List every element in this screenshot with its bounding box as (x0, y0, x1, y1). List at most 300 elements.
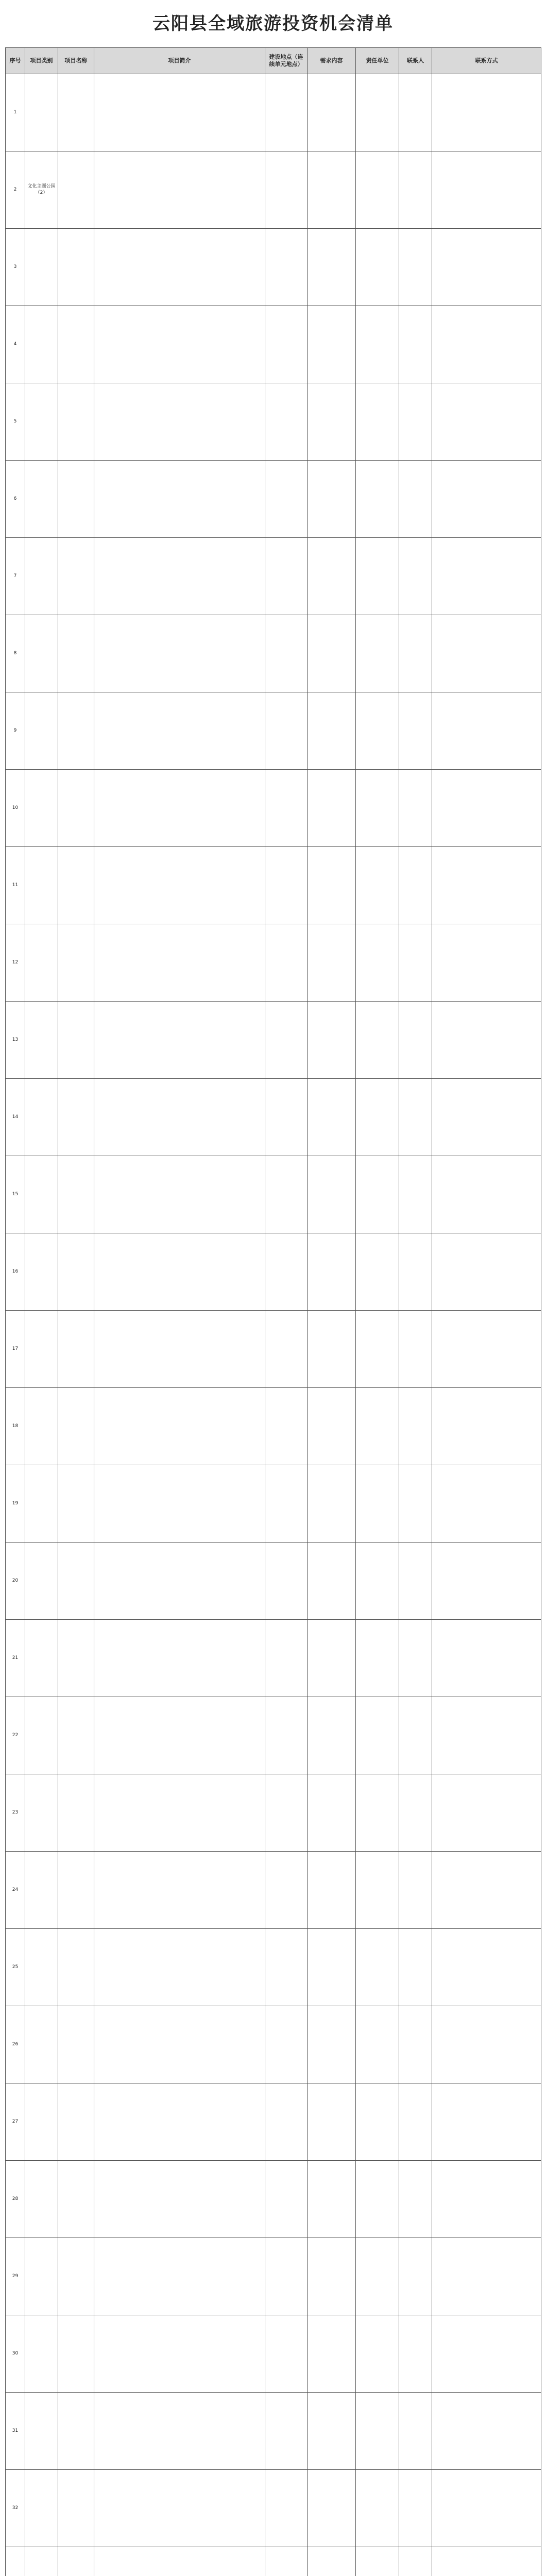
cell-contact (399, 1388, 432, 1465)
cell-location (265, 1620, 308, 1697)
cell-requirement (308, 2547, 356, 2576)
cell-name (58, 770, 94, 847)
cell-location (265, 2083, 308, 2161)
cell-unit (356, 2161, 399, 2238)
cell-contact (399, 2083, 432, 2161)
cell-category (25, 1543, 58, 1620)
header-no: 序号 (6, 48, 25, 74)
cell-category (25, 2006, 58, 2083)
cell-name (58, 1002, 94, 1079)
cell-phone (432, 2083, 541, 2161)
cell-intro (94, 229, 265, 306)
cell-contact (399, 2238, 432, 2315)
cell-no: 23 (6, 1774, 25, 1852)
cell-category (25, 2393, 58, 2470)
cell-category (25, 1929, 58, 2006)
cell-location (265, 1929, 308, 2006)
page-title: 云阳县全域旅游投资机会清单 (152, 13, 394, 34)
cell-name (58, 1697, 94, 1774)
table-row (6, 2547, 541, 2576)
table-row (6, 306, 541, 383)
cell-name (58, 1543, 94, 1620)
table-row (6, 538, 541, 615)
cell-requirement (308, 924, 356, 1002)
cell-intro (94, 1929, 265, 2006)
cell-unit (356, 461, 399, 538)
cell-no: 29 (6, 2238, 25, 2315)
cell-location (265, 306, 308, 383)
table-row (6, 383, 541, 461)
cell-phone (432, 770, 541, 847)
cell-category (25, 1620, 58, 1697)
cell-name (58, 229, 94, 306)
cell-requirement (308, 770, 356, 847)
cell-no: 12 (6, 924, 25, 1002)
cell-unit (356, 1697, 399, 1774)
cell-no: 2 (6, 151, 25, 229)
investment-table (5, 47, 541, 2576)
cell-no: 31 (6, 2393, 25, 2470)
cell-category (25, 538, 58, 615)
cell-name (58, 2315, 94, 2393)
table-row (6, 1079, 541, 1156)
cell-contact (399, 1852, 432, 1929)
table-body (6, 74, 541, 2576)
cell-no: 20 (6, 1543, 25, 1620)
cell-phone (432, 1002, 541, 1079)
cell-requirement (308, 2238, 356, 2315)
table-row (6, 770, 541, 847)
table-row (6, 2161, 541, 2238)
cell-phone (432, 2393, 541, 2470)
cell-location (265, 847, 308, 924)
table-header (6, 48, 541, 74)
cell-unit (356, 1156, 399, 1233)
cell-intro (94, 1233, 265, 1311)
cell-requirement (308, 1002, 356, 1079)
cell-location (265, 1311, 308, 1388)
cell-phone (432, 1156, 541, 1233)
cell-requirement (308, 1697, 356, 1774)
cell-no: 4 (6, 306, 25, 383)
cell-requirement (308, 229, 356, 306)
header-contact: 联系人 (399, 48, 432, 74)
cell-no: 30 (6, 2315, 25, 2393)
cell-intro (94, 1543, 265, 1620)
cell-intro (94, 2238, 265, 2315)
cell-category (25, 2470, 58, 2547)
cell-name (58, 1620, 94, 1697)
cell-category (25, 1852, 58, 1929)
cell-requirement (308, 461, 356, 538)
cell-category (25, 1388, 58, 1465)
cell-name (58, 2238, 94, 2315)
cell-no: 16 (6, 1233, 25, 1311)
cell-location (265, 1774, 308, 1852)
cell-contact (399, 306, 432, 383)
cell-location (265, 2315, 308, 2393)
cell-intro (94, 847, 265, 924)
cell-no: 14 (6, 1079, 25, 1156)
cell-unit (356, 538, 399, 615)
cell-category: 文化主题公园（2） (25, 151, 58, 229)
cell-location (265, 770, 308, 847)
table-row (6, 1852, 541, 1929)
cell-no: 25 (6, 1929, 25, 2006)
cell-name (58, 692, 94, 770)
cell-category (25, 1079, 58, 1156)
cell-location (265, 1156, 308, 1233)
cell-name (58, 151, 94, 229)
cell-contact (399, 615, 432, 692)
cell-no: 32 (6, 2470, 25, 2547)
cell-category (25, 383, 58, 461)
cell-phone (432, 306, 541, 383)
cell-intro (94, 1697, 265, 1774)
cell-requirement (308, 306, 356, 383)
table-row (6, 1620, 541, 1697)
cell-category (25, 229, 58, 306)
cell-no: 18 (6, 1388, 25, 1465)
cell-unit (356, 1620, 399, 1697)
table-row (6, 1465, 541, 1543)
cell-no: 21 (6, 1620, 25, 1697)
cell-category (25, 461, 58, 538)
cell-requirement (308, 1620, 356, 1697)
cell-location (265, 1697, 308, 1774)
cell-intro (94, 924, 265, 1002)
cell-unit (356, 924, 399, 1002)
cell-location (265, 1388, 308, 1465)
cell-no: 13 (6, 1002, 25, 1079)
cell-intro (94, 1620, 265, 1697)
cell-no: 22 (6, 1697, 25, 1774)
cell-unit (356, 1929, 399, 2006)
cell-phone (432, 2238, 541, 2315)
cell-requirement (308, 615, 356, 692)
cell-requirement (308, 538, 356, 615)
table-row (6, 692, 541, 770)
cell-category (25, 2315, 58, 2393)
cell-phone (432, 74, 541, 151)
cell-unit (356, 1465, 399, 1543)
cell-no (6, 2547, 25, 2576)
cell-unit (356, 1543, 399, 1620)
cell-name (58, 461, 94, 538)
cell-contact (399, 1311, 432, 1388)
cell-intro (94, 461, 265, 538)
cell-no: 5 (6, 383, 25, 461)
table-row (6, 74, 541, 151)
cell-location (265, 615, 308, 692)
cell-name (58, 538, 94, 615)
cell-location (265, 1543, 308, 1620)
cell-location (265, 383, 308, 461)
cell-location (265, 538, 308, 615)
cell-intro (94, 1774, 265, 1852)
cell-phone (432, 1620, 541, 1697)
cell-requirement (308, 1543, 356, 1620)
cell-unit (356, 2083, 399, 2161)
cell-requirement (308, 1156, 356, 1233)
cell-phone (432, 2315, 541, 2393)
table-row (6, 924, 541, 1002)
table-row (6, 229, 541, 306)
cell-contact (399, 1543, 432, 1620)
cell-phone (432, 229, 541, 306)
cell-name (58, 1929, 94, 2006)
cell-contact (399, 1002, 432, 1079)
cell-location (265, 2161, 308, 2238)
cell-category (25, 770, 58, 847)
cell-location (265, 1465, 308, 1543)
cell-name (58, 1465, 94, 1543)
cell-category (25, 1156, 58, 1233)
table-row (6, 2470, 541, 2547)
cell-unit (356, 1388, 399, 1465)
cell-contact (399, 770, 432, 847)
cell-location (265, 2006, 308, 2083)
cell-requirement (308, 2006, 356, 2083)
cell-unit (356, 1311, 399, 1388)
cell-unit (356, 2315, 399, 2393)
cell-contact (399, 538, 432, 615)
cell-no: 17 (6, 1311, 25, 1388)
cell-intro (94, 1852, 265, 1929)
cell-location (265, 1079, 308, 1156)
cell-no: 15 (6, 1156, 25, 1233)
cell-requirement (308, 1929, 356, 2006)
cell-unit (356, 1774, 399, 1852)
table-row (6, 1774, 541, 1852)
table-row (6, 1233, 541, 1311)
cell-intro (94, 538, 265, 615)
cell-unit (356, 1852, 399, 1929)
cell-phone (432, 2161, 541, 2238)
cell-requirement (308, 1774, 356, 1852)
table-row (6, 2006, 541, 2083)
cell-contact (399, 1233, 432, 1311)
cell-phone (432, 1233, 541, 1311)
table-row (6, 847, 541, 924)
table-row (6, 2315, 541, 2393)
cell-contact (399, 461, 432, 538)
cell-requirement (308, 1465, 356, 1543)
table-row (6, 1311, 541, 1388)
cell-contact (399, 692, 432, 770)
cell-no: 10 (6, 770, 25, 847)
cell-unit (356, 2393, 399, 2470)
cell-name (58, 2470, 94, 2547)
cell-contact (399, 2547, 432, 2576)
header-intro: 项目简介 (94, 48, 265, 74)
cell-unit (356, 615, 399, 692)
cell-phone (432, 1388, 541, 1465)
cell-phone (432, 1697, 541, 1774)
cell-unit (356, 2006, 399, 2083)
cell-contact (399, 229, 432, 306)
cell-phone (432, 615, 541, 692)
cell-phone (432, 1543, 541, 1620)
cell-location (265, 229, 308, 306)
cell-requirement (308, 2315, 356, 2393)
cell-location (265, 692, 308, 770)
cell-location (265, 2547, 308, 2576)
cell-contact (399, 2161, 432, 2238)
table-row (6, 1543, 541, 1620)
cell-category (25, 2547, 58, 2576)
cell-no: 11 (6, 847, 25, 924)
table-row (6, 461, 541, 538)
cell-contact (399, 847, 432, 924)
cell-name (58, 1852, 94, 1929)
cell-name (58, 74, 94, 151)
cell-name (58, 924, 94, 1002)
cell-no: 24 (6, 1852, 25, 1929)
cell-requirement (308, 383, 356, 461)
cell-no: 9 (6, 692, 25, 770)
table-row (6, 2393, 541, 2470)
cell-requirement (308, 1233, 356, 1311)
cell-unit (356, 2470, 399, 2547)
cell-unit (356, 383, 399, 461)
cell-intro (94, 2161, 265, 2238)
cell-requirement (308, 74, 356, 151)
cell-name (58, 1156, 94, 1233)
cell-contact (399, 1929, 432, 2006)
cell-name (58, 1388, 94, 1465)
cell-no: 1 (6, 74, 25, 151)
cell-contact (399, 1079, 432, 1156)
cell-intro (94, 770, 265, 847)
cell-category (25, 2083, 58, 2161)
cell-contact (399, 383, 432, 461)
cell-location (265, 2393, 308, 2470)
cell-contact (399, 2006, 432, 2083)
cell-name (58, 1079, 94, 1156)
cell-category (25, 306, 58, 383)
cell-phone (432, 383, 541, 461)
cell-name (58, 2547, 94, 2576)
table-row (6, 1929, 541, 2006)
table-row (6, 1697, 541, 1774)
cell-requirement (308, 2161, 356, 2238)
cell-phone (432, 1465, 541, 1543)
cell-unit (356, 1233, 399, 1311)
table-row (6, 2238, 541, 2315)
cell-category (25, 74, 58, 151)
cell-phone (432, 2547, 541, 2576)
cell-intro (94, 2547, 265, 2576)
cell-requirement (308, 1079, 356, 1156)
table-row (6, 615, 541, 692)
cell-requirement (308, 1852, 356, 1929)
cell-intro (94, 2315, 265, 2393)
cell-unit (356, 1079, 399, 1156)
cell-phone (432, 2006, 541, 2083)
cell-category (25, 1233, 58, 1311)
cell-contact (399, 151, 432, 229)
cell-unit (356, 2238, 399, 2315)
cell-unit (356, 2547, 399, 2576)
cell-no: 28 (6, 2161, 25, 2238)
cell-location (265, 461, 308, 538)
cell-intro (94, 2006, 265, 2083)
cell-intro (94, 1388, 265, 1465)
cell-name (58, 2006, 94, 2083)
table-row (6, 2083, 541, 2161)
cell-category (25, 615, 58, 692)
cell-contact (399, 1465, 432, 1543)
cell-intro (94, 306, 265, 383)
cell-unit (356, 770, 399, 847)
cell-intro (94, 615, 265, 692)
table-row (6, 1388, 541, 1465)
header-phone: 联系方式 (432, 48, 541, 74)
cell-name (58, 1774, 94, 1852)
cell-phone (432, 692, 541, 770)
cell-phone (432, 1311, 541, 1388)
cell-phone (432, 1852, 541, 1929)
cell-requirement (308, 2083, 356, 2161)
cell-requirement (308, 151, 356, 229)
cell-intro (94, 1156, 265, 1233)
cell-requirement (308, 1388, 356, 1465)
cell-category (25, 1311, 58, 1388)
cell-category (25, 2238, 58, 2315)
cell-location (265, 1852, 308, 1929)
cell-requirement (308, 2470, 356, 2547)
cell-phone (432, 847, 541, 924)
cell-location (265, 74, 308, 151)
cell-no: 27 (6, 2083, 25, 2161)
cell-contact (399, 1620, 432, 1697)
cell-intro (94, 1079, 265, 1156)
cell-requirement (308, 847, 356, 924)
cell-unit (356, 692, 399, 770)
cell-intro (94, 1311, 265, 1388)
table-row (6, 151, 541, 229)
cell-intro (94, 692, 265, 770)
cell-contact (399, 1774, 432, 1852)
cell-unit (356, 229, 399, 306)
cell-unit (356, 74, 399, 151)
cell-intro (94, 74, 265, 151)
cell-category (25, 1774, 58, 1852)
cell-contact (399, 2470, 432, 2547)
cell-location (265, 151, 308, 229)
cell-name (58, 2161, 94, 2238)
cell-no: 3 (6, 229, 25, 306)
cell-phone (432, 924, 541, 1002)
cell-location (265, 2238, 308, 2315)
cell-category (25, 1697, 58, 1774)
cell-unit (356, 306, 399, 383)
header-location: 建设地点（连续单元地点） (265, 48, 308, 74)
cell-category (25, 2161, 58, 2238)
cell-phone (432, 2470, 541, 2547)
cell-contact (399, 924, 432, 1002)
cell-intro (94, 2470, 265, 2547)
cell-category (25, 692, 58, 770)
cell-name (58, 615, 94, 692)
cell-location (265, 1233, 308, 1311)
cell-phone (432, 1079, 541, 1156)
cell-location (265, 1002, 308, 1079)
cell-phone (432, 1774, 541, 1852)
cell-category (25, 924, 58, 1002)
cell-no: 8 (6, 615, 25, 692)
